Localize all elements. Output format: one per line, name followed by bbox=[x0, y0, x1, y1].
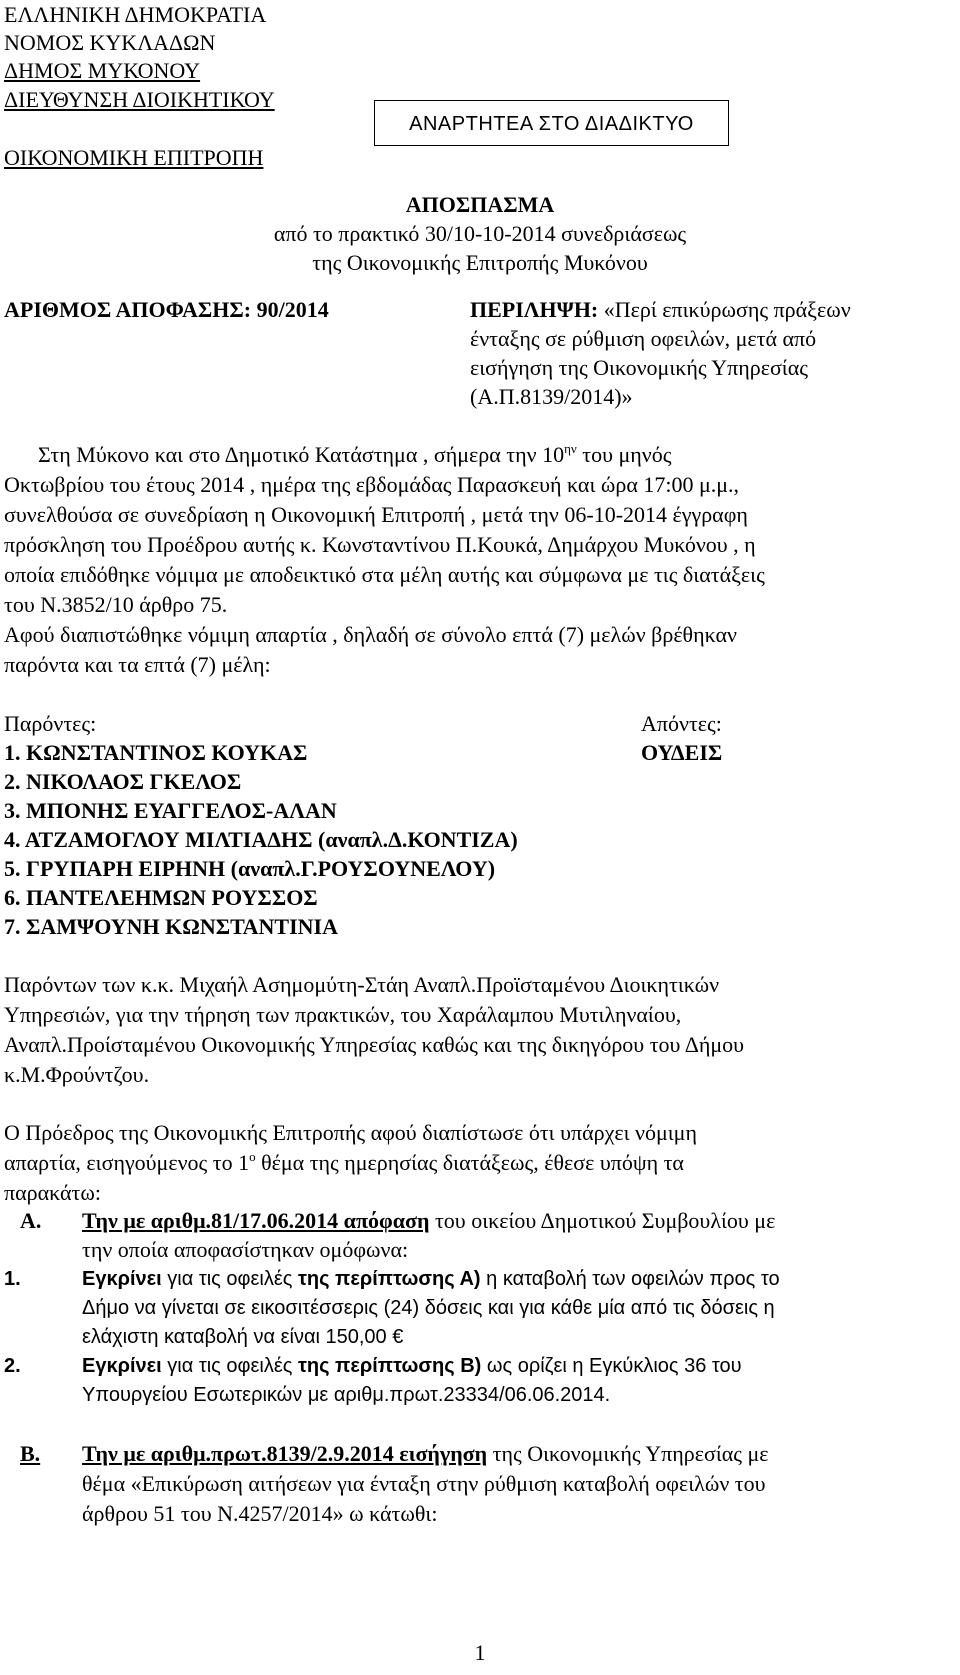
president-line-2 bbox=[4, 1148, 684, 1177]
subitem-1-text-2: η καταβολή των οφειλών προς το bbox=[480, 1268, 780, 1290]
summary-label: ΠΕΡΙΛΗΨΗ: bbox=[470, 297, 599, 322]
intro-line-4: πρόσκληση του Προέδρου αυτής κ. Κωνσταντίνου Π.Κουκά, Δημάρχου Μυκόνου , η bbox=[4, 532, 756, 557]
header-country: ΕΛΛΗΝΙΚΗ ΔΗΜΟΚΡΑΤΙΑ bbox=[4, 2, 267, 27]
item-b-rest: της Οικονομικής Υπηρεσίας με bbox=[487, 1441, 769, 1466]
publication-notice-text: ΑΝΑΡΤΗΤΕΑ ΣΤΟ ΔΙΑΔΙΚΤΥΟ bbox=[409, 113, 694, 135]
item-a-reference: Την με αριθμ.81/17.06.2014 απόφαση bbox=[82, 1208, 430, 1233]
summary-line-1 bbox=[470, 295, 851, 324]
subitem-1-text-1: για τις οφειλές bbox=[161, 1268, 298, 1290]
item-a-rest: του οικείου Δημοτικού Συμβουλίου με bbox=[429, 1208, 776, 1233]
president-line-2-a: απαρτία, εισηγούμενος το 1 bbox=[4, 1150, 250, 1175]
document-subtitle-2: της Οικονομικής Επιτροπής Μυκόνου bbox=[312, 250, 648, 275]
item-b-reference: Την με αριθμ.πρωτ.8139/2.9.2014 εισήγηση bbox=[82, 1441, 488, 1466]
header-prefecture: ΝΟΜΟΣ ΚΥΚΛΑΔΩΝ bbox=[4, 30, 216, 55]
subitem-2-number: 2. bbox=[4, 1355, 21, 1377]
intro-line-7: Αφού διαπιστώθηκε νόμιμη απαρτία , δηλαδή σε σύνολο επτά (7) μελών βρέθηκαν bbox=[4, 622, 737, 647]
subitem-1-approves: Εγκρίνει bbox=[82, 1268, 162, 1290]
intro-line-1-a: Στη Μύκονο και στο Δημοτικό Κατάστημα , σήμερα την 10 bbox=[38, 442, 565, 467]
item-b-line-1 bbox=[82, 1439, 769, 1468]
president-line-3: παρακάτω: bbox=[4, 1180, 101, 1205]
intro-line-1-b: του μηνός bbox=[576, 442, 672, 467]
publication-notice-box bbox=[374, 100, 729, 146]
subitem-1-line-1 bbox=[82, 1265, 780, 1293]
president-line-1: Ο Πρόεδρος της Οικονομικής Επιτροπής αφού διαπίστωσε ότι υπάρχει νόμιμη bbox=[4, 1120, 697, 1145]
subitem-2-text-1: για τις οφειλές bbox=[161, 1355, 298, 1377]
summary-line-2: ένταξης σε ρύθμιση οφειλών, μετά από bbox=[470, 326, 817, 351]
present-member-1: 1. ΚΩΝΣΤΑΝΤΙΝΟΣ ΚΟΥΚΑΣ bbox=[4, 740, 308, 765]
others-line-3: Αναπλ.Προίσταμένου Οικονομικής Υπηρεσίας καθώς και της δικηγόρου του Δήμου bbox=[4, 1032, 745, 1057]
item-a-line-1 bbox=[82, 1206, 775, 1235]
subitem-2-text-2: ως ορίζει η Εγκύκλιος 36 του bbox=[481, 1355, 742, 1377]
subitem-1-case: της περίπτωσης Α) bbox=[297, 1268, 481, 1290]
absent-label: Απόντες: bbox=[641, 711, 722, 736]
summary-text-1: «Περί επικύρωσης πράξεων bbox=[598, 297, 851, 322]
present-member-2: 2. ΝΙΚΟΛΑΟΣ ΓΚΕΛΟΣ bbox=[4, 769, 242, 794]
item-b-line-2: θέμα «Επικύρωση αιτήσεων για ένταξη στην ρύθμιση καταβολή οφειλών του bbox=[82, 1471, 766, 1496]
document-title: ΑΠΟΣΠΑΣΜΑ bbox=[405, 192, 555, 217]
others-line-2: Υπηρεσιών, για την τήρηση των πρακτικών, του Χαράλαμπου Μυτιληναίου, bbox=[4, 1002, 682, 1027]
item-b-label: Β. bbox=[20, 1441, 41, 1466]
header-committee: ΟΙΚΟΝΟΜΙΚΗ ΕΠΙΤΡΟΠΗ bbox=[4, 145, 264, 170]
present-member-3: 3. ΜΠΟΝΗΣ ΕΥΑΓΓΕΛΟΣ-ΑΛΑΝ bbox=[4, 798, 337, 823]
item-a-label: Α. bbox=[20, 1208, 42, 1233]
president-line-2-b: θέμα της ημερησίας διατάξεως, έθεσε υπόψη τα bbox=[255, 1150, 684, 1175]
president-line-2-sup: ο bbox=[249, 1149, 256, 1164]
page-number: 1 bbox=[474, 1640, 486, 1665]
present-member-4: 4. ΑΤΖΑΜΟΓΛΟΥ ΜΙΛΤΙΑΔΗΣ (αναπλ.Δ.ΚΟΝΤΙΖΑ) bbox=[4, 827, 518, 852]
subitem-1-number: 1. bbox=[4, 1268, 21, 1290]
document-subtitle-1: από το πρακτικό 30/10-10-2014 συνεδριάσεως bbox=[273, 221, 687, 246]
summary-line-3: εισήγηση της Οικονομικής Υπηρεσίας bbox=[470, 355, 808, 380]
header-municipality: ΔΗΜΟΣ ΜΥΚΟΝΟΥ bbox=[4, 58, 201, 83]
intro-line-1 bbox=[38, 440, 671, 469]
subitem-2-case: της περίπτωσης Β) bbox=[297, 1355, 482, 1377]
subitem-2-approves: Εγκρίνει bbox=[82, 1355, 162, 1377]
others-line-4: κ.Μ.Φρούντζου. bbox=[4, 1062, 150, 1087]
item-a-line-2: την οποία αποφασίστηκαν ομόφωνα: bbox=[82, 1237, 409, 1262]
intro-line-8: παρόντα και τα επτά (7) μέλη: bbox=[4, 652, 271, 677]
decision-number: ΑΡΙΘΜΟΣ ΑΠΟΦΑΣΗΣ: 90/2014 bbox=[4, 297, 329, 322]
subitem-2-line-1 bbox=[82, 1352, 742, 1380]
intro-line-3: συνελθούσα σε συνεδρίαση η Οικονομική Επιτροπή , μετά την 06-10-2014 έγγραφη bbox=[4, 502, 748, 527]
intro-line-6: του Ν.3852/10 άρθρο 75. bbox=[4, 592, 228, 617]
header-directorate: ΔΙΕΥΘΥΝΣΗ ΔΙΟΙΚΗΤΙΚΟΥ bbox=[4, 87, 275, 112]
subitem-1-line-2: Δήμο να γίνεται σε εικοσιτέσσερις (24) δόσεις και για κάθε μία από τις δόσεις η bbox=[82, 1297, 775, 1319]
item-b-line-3: άρθρου 51 του Ν.4257/2014» ω κάτωθι: bbox=[82, 1501, 438, 1526]
subitem-1-line-3: ελάχιστη καταβολή να είναι 150,00 € bbox=[82, 1326, 404, 1348]
present-member-5: 5. ΓΡΥΠΑΡΗ ΕΙΡΗΝΗ (αναπλ.Γ.ΡΟΥΣΟΥΝΕΛΟΥ) bbox=[4, 856, 496, 881]
present-label: Παρόντες: bbox=[4, 711, 97, 736]
others-line-1: Παρόντων των κ.κ. Μιχαήλ Ασημομύτη-Στάη Αναπλ.Προϊσταμένου Διοικητικών bbox=[4, 972, 720, 997]
absent-value: ΟΥΔΕΙΣ bbox=[641, 740, 723, 765]
present-member-7: 7. ΣΑΜΨΟΥΝΗ ΚΩΝΣΤΑΝΤΙΝΙΑ bbox=[4, 914, 339, 939]
intro-line-5: οποία επιδόθηκε νόμιμα με αποδεικτικό στα μέλη αυτής και σύμφωνα με τις διατάξεις bbox=[4, 562, 765, 587]
intro-line-2: Οκτωβρίου του έτους 2014 , ημέρα της εβδομάδας Παρασκευή και ώρα 17:00 μ.μ., bbox=[4, 472, 740, 497]
present-member-6: 6. ΠΑΝΤΕΛΕΗΜΩΝ ΡΟΥΣΣΟΣ bbox=[4, 885, 318, 910]
summary-line-4: (Α.Π.8139/2014)» bbox=[470, 384, 633, 409]
intro-line-1-sup: ην bbox=[564, 441, 577, 456]
subitem-2-line-2: Υπουργείου Εσωτερικών με αριθμ.πρωτ.23334/06.06.2014. bbox=[82, 1384, 611, 1406]
